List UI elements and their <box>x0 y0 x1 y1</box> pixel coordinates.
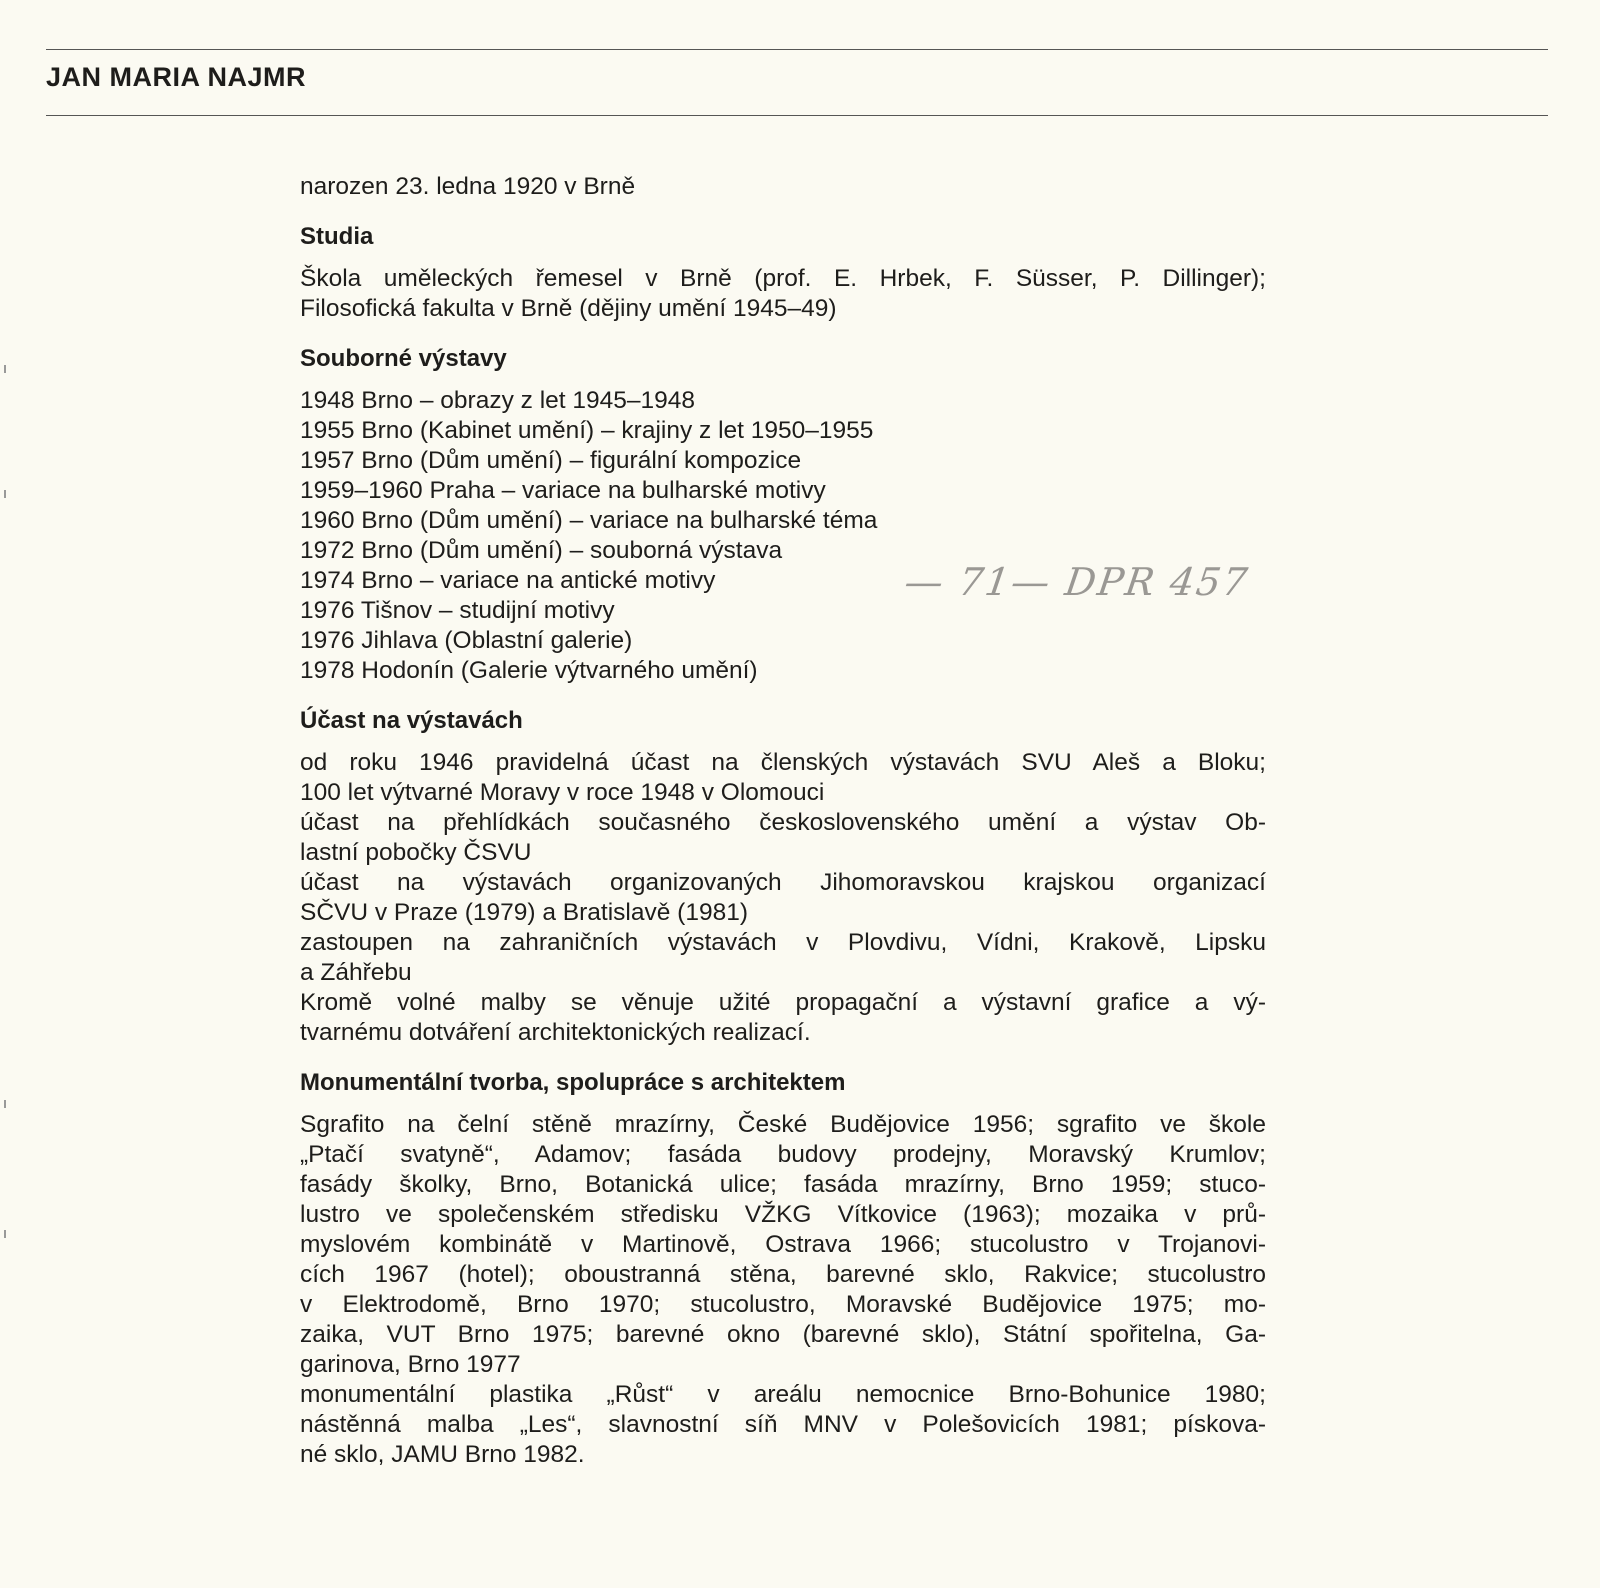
text-line: nástěnná malba „Les“, slavnostní síň MNV v Polešovicích 1981; pískova- <box>300 1411 1266 1438</box>
text-line: myslovém kombinátě v Martinově, Ostrava 1966; stucolustro v Trojanovi- <box>300 1231 1266 1258</box>
section-heading: Studia <box>300 223 374 250</box>
top-rule <box>46 49 1548 50</box>
text-line: SČVU v Praze (1979) a Bratislavě (1981) <box>300 899 748 926</box>
scan-edge-mark <box>4 1100 6 1108</box>
text-line: 100 let výtvarné Moravy v roce 1948 v Olomouci <box>300 779 825 806</box>
handwritten-note: — 71— DPR 457 <box>901 560 1252 604</box>
scan-edge-mark <box>4 365 6 373</box>
document-body <box>300 172 1266 1470</box>
section-heading: Souborné výstavy <box>300 345 507 372</box>
text-line: účast na výstavách organizovaných Jihomoravskou krajskou organizací <box>300 869 1266 896</box>
page-title: JAN MARIA NAJMR <box>46 62 307 92</box>
text-line: 1978 Hodonín (Galerie výtvarného umění) <box>300 657 758 684</box>
text-line: 1976 Tišnov – studijní motivy <box>300 597 615 624</box>
section <box>300 706 1266 1048</box>
text-line: účast na přehlídkách současného československého umění a výstav Ob- <box>300 809 1266 836</box>
text-line: zastoupen na zahraničních výstavách v Plovdivu, Vídni, Krakově, Lipsku <box>300 929 1266 956</box>
section-heading: Účast na výstavách <box>300 707 523 734</box>
text-line: zaika, VUT Brno 1975; barevné okno (barevné sklo), Státní spořitelna, Ga- <box>300 1321 1266 1348</box>
text-line: Filosofická fakulta v Brně (dějiny umění 1945–49) <box>300 295 837 322</box>
text-line: a Záhřebu <box>300 959 412 986</box>
title-underline <box>46 115 1548 116</box>
text-line: Škola uměleckých řemesel v Brně (prof. E. Hrbek, F. Süsser, P. Dillinger); <box>300 265 1266 292</box>
text-line: 1972 Brno (Dům umění) – souborná výstava <box>300 537 783 564</box>
scan-edge-mark <box>4 490 6 498</box>
text-line: 1957 Brno (Dům umění) – figurální kompozice <box>300 447 802 474</box>
text-line: 1974 Brno – variace na antické motivy <box>300 567 716 594</box>
text-line: garinova, Brno 1977 <box>300 1351 521 1378</box>
text-line: lastní pobočky ČSVU <box>300 839 532 866</box>
text-line: lustro ve společenském středisku VŽKG Vítkovice (1963); mozaika v prů- <box>300 1201 1266 1228</box>
text-line: „Ptačí svatyně“, Adamov; fasáda budovy prodejny, Moravský Krumlov; <box>300 1141 1266 1168</box>
scan-edge-mark <box>4 1230 6 1238</box>
text-line: 1976 Jihlava (Oblastní galerie) <box>300 627 633 654</box>
text-line: monumentální plastika „Růst“ v areálu nemocnice Brno-Bohunice 1980; <box>300 1381 1266 1408</box>
text-line: 1959–1960 Praha – variace na bulharské motivy <box>300 477 826 504</box>
section <box>300 344 1266 686</box>
text-line: fasády školky, Brno, Botanická ulice; fasáda mrazírny, Brno 1959; stuco- <box>300 1171 1266 1198</box>
text-line: Kromě volné malby se věnuje užité propagační a výstavní grafice a vý- <box>300 989 1266 1016</box>
text-line: 1960 Brno (Dům umění) – variace na bulharské téma <box>300 507 878 534</box>
text-line: od roku 1946 pravidelná účast na členských výstavách SVU Aleš a Bloku; <box>300 749 1266 776</box>
text-line: cích 1967 (hotel); oboustranná stěna, barevné sklo, Rakvice; stucolustro <box>300 1261 1266 1288</box>
section <box>300 1068 1266 1470</box>
section <box>300 222 1266 324</box>
birth-info: narozen 23. ledna 1920 v Brně <box>300 173 636 200</box>
text-line: Sgrafito na čelní stěně mrazírny, České Budějovice 1956; sgrafito ve škole <box>300 1111 1266 1138</box>
text-line: v Elektrodomě, Brno 1970; stucolustro, Moravské Budějovice 1975; mo- <box>300 1291 1266 1318</box>
text-line: 1955 Brno (Kabinet umění) – krajiny z let 1950–1955 <box>300 417 874 444</box>
text-line: 1948 Brno – obrazy z let 1945–1948 <box>300 387 696 414</box>
section-heading: Monumentální tvorba, spolupráce s architektem <box>300 1069 846 1096</box>
text-line: tvarnému dotváření architektonických realizací. <box>300 1019 811 1046</box>
text-line: né sklo, JAMU Brno 1982. <box>300 1441 585 1468</box>
